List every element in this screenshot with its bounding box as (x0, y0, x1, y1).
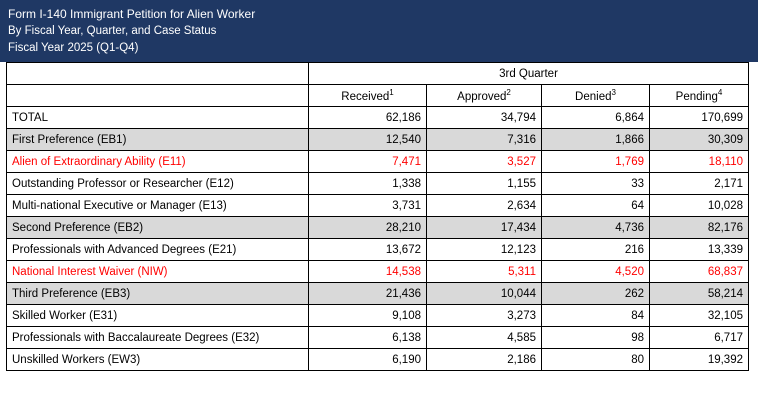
report-title: Form I-140 Immigrant Petition for Alien Worker (8, 7, 256, 21)
table-column-header-row (7, 85, 749, 107)
cell-denied: 216 (542, 239, 650, 261)
cell-denied: 64 (542, 195, 650, 217)
column-header-denied-footnote: 3 (611, 88, 616, 98)
table-row (7, 107, 749, 129)
row-label: Professionals with Baccalaureate Degrees (E32) (7, 327, 309, 349)
cell-pending: 30,309 (650, 129, 749, 151)
table-row (7, 129, 749, 151)
cell-received: 28,210 (309, 217, 427, 239)
table-row (7, 217, 749, 239)
cell-approved: 3,527 (427, 151, 542, 173)
cell-pending: 32,105 (650, 305, 749, 327)
row-label: First Preference (EB1) (7, 129, 309, 151)
row-label: Alien of Extraordinary Ability (E11) (7, 151, 309, 173)
cell-approved: 3,273 (427, 305, 542, 327)
table-row (7, 327, 749, 349)
column-header-pending-label: Pending (675, 90, 718, 103)
report-subtitle: By Fiscal Year, Quarter, and Case Status (8, 25, 217, 37)
cell-pending: 18,110 (650, 151, 749, 173)
report-header (0, 0, 758, 62)
column-header-approved (427, 85, 542, 107)
row-label: Multi-national Executive or Manager (E13) (7, 195, 309, 217)
column-header-pending (650, 85, 749, 107)
row-label: Skilled Worker (E31) (7, 305, 309, 327)
row-label: TOTAL (7, 107, 309, 129)
cell-pending: 58,214 (650, 283, 749, 305)
petition-statistics-table (6, 62, 749, 371)
quarter-group-header: 3rd Quarter (309, 63, 749, 85)
cell-denied: 1,769 (542, 151, 650, 173)
table-corner-cell (7, 63, 309, 85)
column-header-pending-footnote: 4 (717, 88, 723, 98)
row-label: Professionals with Advanced Degrees (E21) (7, 239, 309, 261)
table-group-header-row (7, 63, 749, 85)
cell-received: 3,731 (309, 195, 427, 217)
cell-pending: 170,699 (650, 107, 749, 129)
cell-approved: 1,155 (427, 173, 542, 195)
cell-pending: 10,028 (650, 195, 749, 217)
row-label: Second Preference (EB2) (7, 217, 309, 239)
table-row (7, 151, 749, 173)
table-body (7, 107, 749, 371)
cell-received: 6,138 (309, 327, 427, 349)
cell-received: 21,436 (309, 283, 427, 305)
cell-denied: 33 (542, 173, 650, 195)
cell-received: 1,338 (309, 173, 427, 195)
table-row (7, 349, 749, 371)
row-label: National Interest Waiver (NIW) (7, 261, 309, 283)
column-header-received-footnote: 1 (389, 88, 394, 98)
column-header-received (309, 85, 427, 107)
cell-denied: 80 (542, 349, 650, 371)
cell-approved: 10,044 (427, 283, 542, 305)
cell-pending: 2,171 (650, 173, 749, 195)
cell-denied: 4,736 (542, 217, 650, 239)
cell-pending: 6,717 (650, 327, 749, 349)
cell-approved: 17,434 (427, 217, 542, 239)
cell-received: 14,538 (309, 261, 427, 283)
column-header-denied-label: Denied (575, 90, 612, 103)
cell-denied: 6,864 (542, 107, 650, 129)
table-row (7, 305, 749, 327)
row-label: Unskilled Workers (EW3) (7, 349, 309, 371)
table-row (7, 173, 749, 195)
cell-approved: 2,634 (427, 195, 542, 217)
cell-approved: 2,186 (427, 349, 542, 371)
row-label: Third Preference (EB3) (7, 283, 309, 305)
cell-denied: 84 (542, 305, 650, 327)
cell-denied: 98 (542, 327, 650, 349)
cell-denied: 4,520 (542, 261, 650, 283)
cell-received: 12,540 (309, 129, 427, 151)
cell-approved: 34,794 (427, 107, 542, 129)
table-row (7, 261, 749, 283)
cell-pending: 13,339 (650, 239, 749, 261)
table-row (7, 195, 749, 217)
cell-denied: 262 (542, 283, 650, 305)
cell-denied: 1,866 (542, 129, 650, 151)
cell-approved: 12,123 (427, 239, 542, 261)
report-period: Fiscal Year 2025 (Q1-Q4) (8, 42, 139, 54)
column-header-denied (542, 85, 650, 107)
cell-pending: 68,837 (650, 261, 749, 283)
column-header-approved-footnote: 2 (506, 88, 511, 98)
table-corner-cell-2 (7, 85, 309, 107)
row-label: Outstanding Professor or Researcher (E12) (7, 173, 309, 195)
column-header-approved-label: Approved (457, 90, 507, 103)
cell-received: 13,672 (309, 239, 427, 261)
column-header-received-label: Received (341, 90, 390, 103)
table-row (7, 283, 749, 305)
table-head (7, 63, 749, 107)
cell-received: 62,186 (309, 107, 427, 129)
cell-received: 6,190 (309, 349, 427, 371)
cell-approved: 5,311 (427, 261, 542, 283)
table-row (7, 239, 749, 261)
cell-received: 9,108 (309, 305, 427, 327)
cell-approved: 7,316 (427, 129, 542, 151)
cell-approved: 4,585 (427, 327, 542, 349)
cell-received: 7,471 (309, 151, 427, 173)
cell-pending: 82,176 (650, 217, 749, 239)
cell-pending: 19,392 (650, 349, 749, 371)
